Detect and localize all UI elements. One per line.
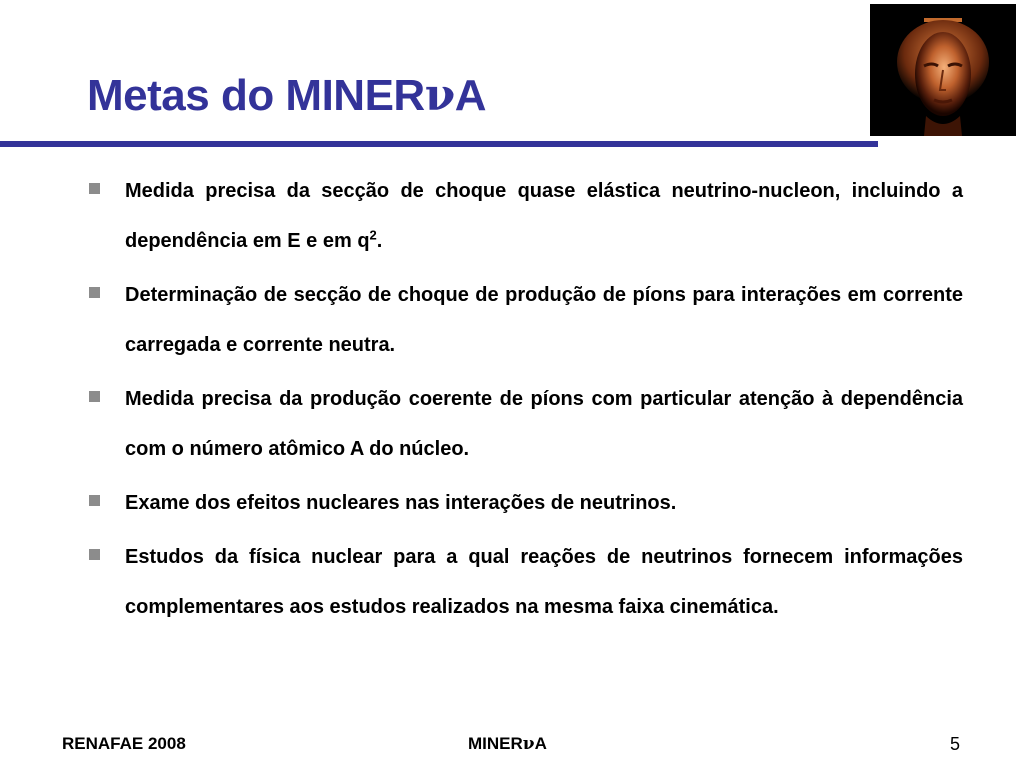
footer-project-prefix: MINER bbox=[468, 734, 523, 753]
footer-project bbox=[468, 734, 547, 754]
footer-project-suffix: A bbox=[534, 734, 547, 753]
portrait-drawing bbox=[870, 4, 1016, 136]
bullet-text-tail: . bbox=[376, 230, 383, 252]
bullet-text: Estudos da física nuclear para a qual reações de neutrinos fornecem informações complementares aos estudos realizados na mesma faixa cinemática. bbox=[125, 546, 963, 618]
list-item bbox=[87, 166, 963, 266]
bullet-text bbox=[125, 166, 963, 266]
square-bullet-icon bbox=[89, 549, 100, 560]
title-prefix: Metas do MINER bbox=[87, 71, 425, 120]
page-number: 5 bbox=[950, 734, 961, 754]
square-bullet-icon bbox=[89, 495, 100, 506]
list-item bbox=[87, 532, 963, 632]
title-suffix: A bbox=[454, 71, 487, 120]
title-nu-symbol: ν bbox=[424, 70, 455, 121]
superscript: 2 bbox=[369, 227, 377, 243]
bullet-text-main: Medida precisa da secção de choque quase elástica neutrino-nucleon, incluindo a dependência em E e em q bbox=[125, 180, 963, 252]
square-bullet-icon bbox=[89, 287, 100, 298]
footer-nu-symbol: ν bbox=[522, 734, 535, 754]
bullet-text: Exame dos efeitos nucleares nas interações de neutrinos. bbox=[125, 492, 677, 514]
square-bullet-icon bbox=[89, 183, 100, 194]
bullet-list bbox=[87, 166, 963, 636]
square-bullet-icon bbox=[89, 391, 100, 402]
list-item bbox=[87, 270, 963, 370]
minerva-portrait-icon bbox=[870, 4, 1016, 136]
footer-event: RENAFAE 2008 bbox=[62, 734, 186, 753]
bullet-text: Determinação de secção de choque de produção de píons para interações em corrente carregada e corrente neutra. bbox=[125, 284, 963, 356]
bullet-text: Medida precisa da produção coerente de píons com particular atenção à dependência com o número atômico A do núcleo. bbox=[125, 388, 963, 460]
title-divider bbox=[0, 141, 878, 147]
slide-title bbox=[87, 70, 487, 121]
list-item bbox=[87, 478, 963, 528]
list-item bbox=[87, 374, 963, 474]
